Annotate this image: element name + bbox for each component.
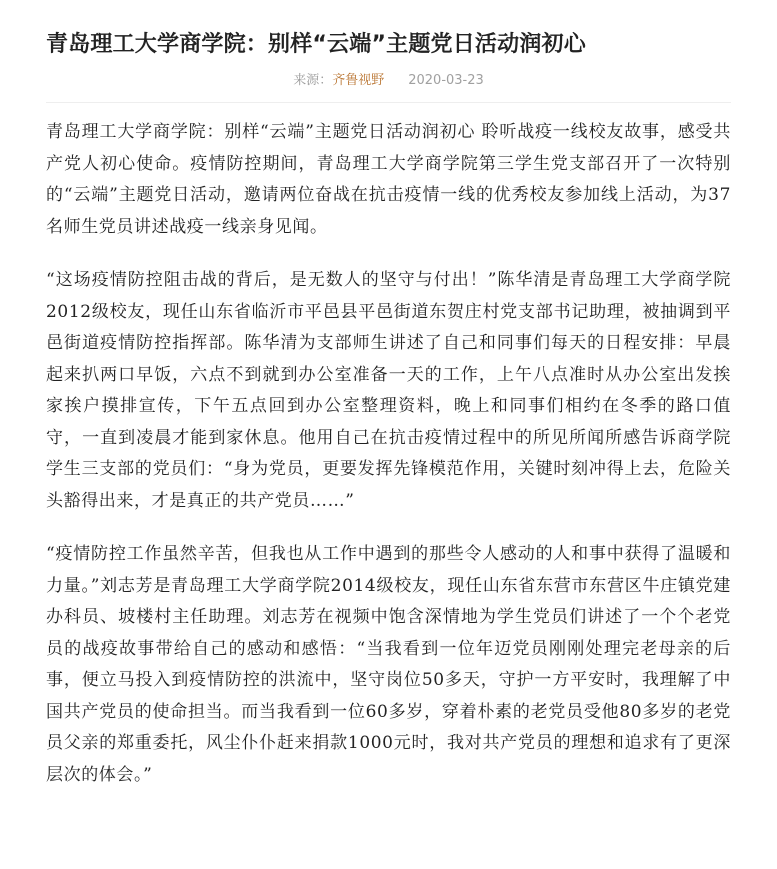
publish-date: 2020-03-23 bbox=[408, 73, 484, 88]
article-body bbox=[46, 117, 731, 791]
paragraph-2: “这场疫情防控阻击战的背后，是无数人的坚守与付出！”陈华清是青岛理工大学商学院2012级校友，现任山东省临沂市平邑县平邑街道东贺庄村党支部书记助理，被抽调到平邑街道疫情防控指挥部。陈华清为支部师生讲述了自己和同事们每天的日程安排：早晨起来扒两口早饭，六点不到就到办公室准备一天的工作，上午八点准时从办公室出发挨家挨户摸排宣传，下午五点回到办公室整理资料，晚上和同事们相约在冬季的路口值守，一直到凌晨才能到家休息。他用自己在抗击疫情过程中的所见所闻所感告诉商学院学生三支部的党员们：“身为党员，更要发挥先锋模范作用，关键时刻冲得上去，危险关头豁得出来，才是真正的共产党员……” bbox=[46, 270, 731, 511]
paragraph-3: “疫情防控工作虽然辛苦，但我也从工作中遇到的那些令人感动的人和事中获得了温暖和力量。”刘志芳是青岛理工大学商学院2014级校友，现任山东省东营市东营区牛庄镇党建办科员、坡楼村主任助理。刘志芳在视频中饱含深情地为学生党员们讲述了一个个老党员的战疫故事带给自己的感动和感悟：“当我看到一位年迈党员刚刚处理完老母亲的后事，便立马投入到疫情防控的洪流中，坚守岗位50多天，守护一方平安时，我理解了中国共产党员的使命担当。而当我看到一位60多岁，穿着朴素的老党员受他80多岁的老党员父亲的郑重委托，风尘仆仆赶来捐款1000元时，我对共产党员的理想和追求有了更深层次的体会。” bbox=[46, 544, 731, 785]
paragraph-1: 青岛理工大学商学院：别样“云端”主题党日活动润初心 聆听战疫一线校友故事，感受共产党人初心使命。疫情防控期间，青岛理工大学商学院第三学生党支部召开了一次特别的“云端”主题党日活动，邀请两位奋战在抗击疫情一线的优秀校友参加线上活动，为37名师生党员讲述战疫一线亲身见闻。 bbox=[46, 122, 731, 237]
article-title: 青岛理工大学商学院：别样“云端”主题党日活动润初心 bbox=[46, 32, 586, 57]
source-label: 来源： bbox=[293, 73, 333, 88]
source-name[interactable]: 齐鲁视野 bbox=[332, 73, 385, 88]
header-divider bbox=[46, 102, 731, 103]
article-meta bbox=[46, 70, 731, 92]
